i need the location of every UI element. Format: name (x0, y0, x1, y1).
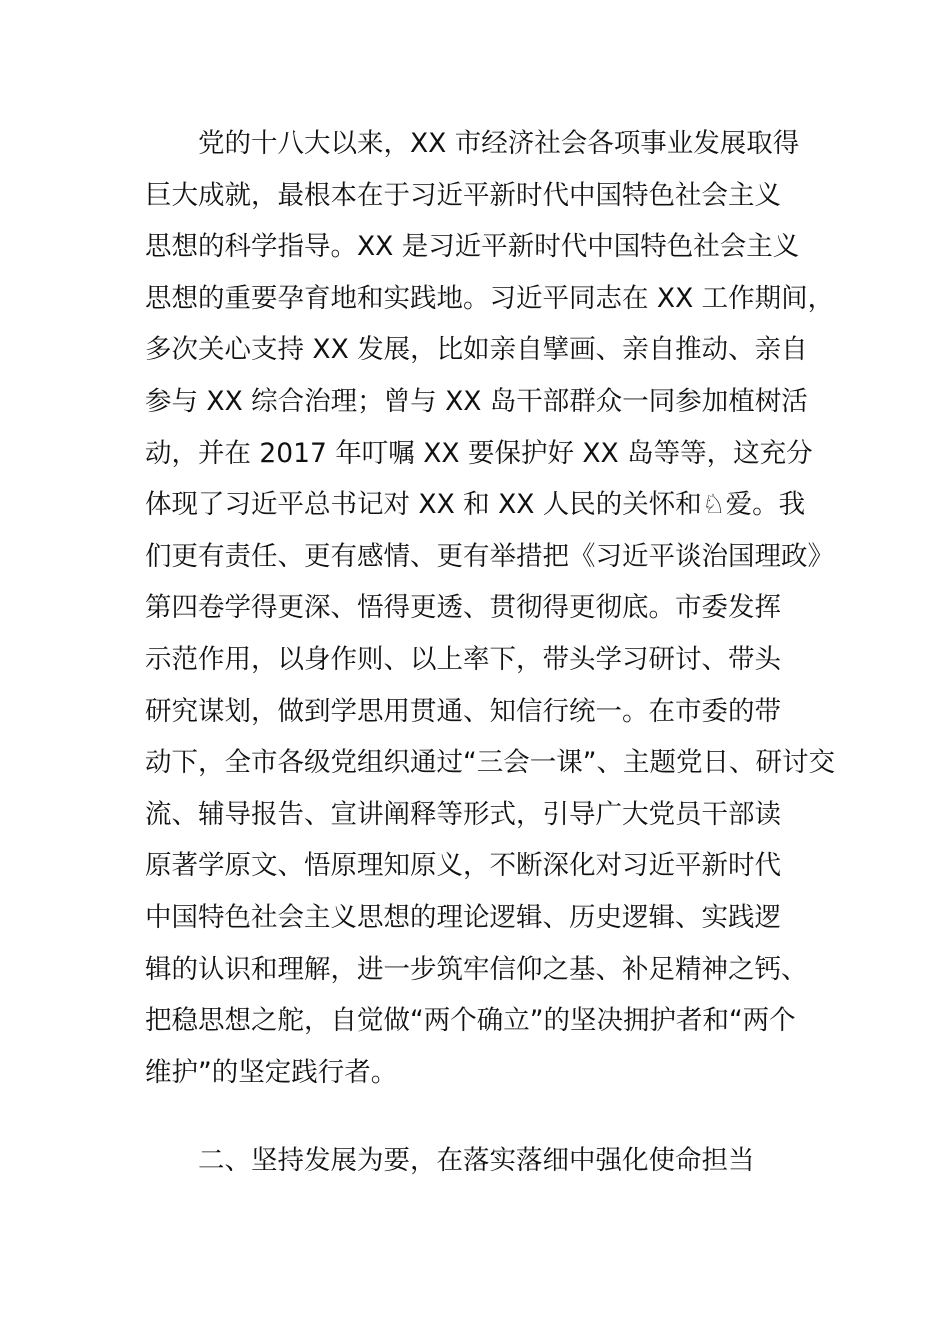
paragraph-line: 流、辅导报告、宣讲阐释等形式，引导广大党员干部读 (145, 798, 781, 830)
paragraph-line: 党的十八大以来，XX 市经济社会各项事业发展取得 (198, 128, 800, 159)
paragraph-line: 们更有责任、更有感情、更有举措把《习近平谈治国理政》 (145, 540, 834, 572)
paragraph-line: 第四卷学得更深、悟得更透、贯彻得更彻底。市委发挥 (145, 592, 781, 624)
paragraph-line: 巨大成就，最根本在于习近平新时代中国特色社会主义 (145, 179, 781, 211)
paragraph-line: 原著学原文、悟原理知原义，不断深化对习近平新时代 (145, 850, 781, 882)
paragraph-line: 研究谋划，做到学思用贯通、知信行统一。在市委的带 (145, 695, 781, 727)
paragraph-line: 参与 XX 综合治理；曾与 XX 岛干部群众一同参加植树活 (145, 385, 808, 417)
paragraph-line: 思想的科学指导。XX 是习近平新时代中国特色社会主义 (145, 231, 800, 263)
paragraph-line: 中国特色社会主义思想的理论逻辑、历史逻辑、实践逻 (145, 901, 781, 933)
body-paragraph (145, 118, 835, 1098)
paragraph-line: 维护”的坚定践行者。 (145, 1056, 398, 1088)
section-heading: 二、坚持发展为要，在落实落细中强化使命担当 (198, 1145, 755, 1176)
paragraph-line: 动，并在 2017 年叮嘱 XX 要保护好 XX 岛等等，这充分 (145, 437, 813, 469)
paragraph-line: 体现了习近平总书记对 XX 和 XX 人民的关怀和♘爱。我 (145, 489, 806, 521)
paragraph-line: 思想的重要孕育地和实践地。习近平同志在 XX 工作期间， (145, 282, 835, 314)
paragraph-line: 把稳思想之舵，自觉做“两个确立”的坚决拥护者和“两个 (145, 1005, 796, 1037)
paragraph-line: 示范作用，以身作则、以上率下，带头学习研讨、带头 (145, 643, 781, 675)
paragraph-line: 多次关心支持 XX 发展，比如亲自擘画、亲自推动、亲自 (145, 334, 808, 366)
paragraph-line: 动下，全市各级党组织通过“三会一课”、主题党日、研讨交 (145, 747, 835, 779)
paragraph-line: 辑的认识和理解，进一步筑牢信仰之基、补足精神之钙、 (145, 953, 808, 985)
